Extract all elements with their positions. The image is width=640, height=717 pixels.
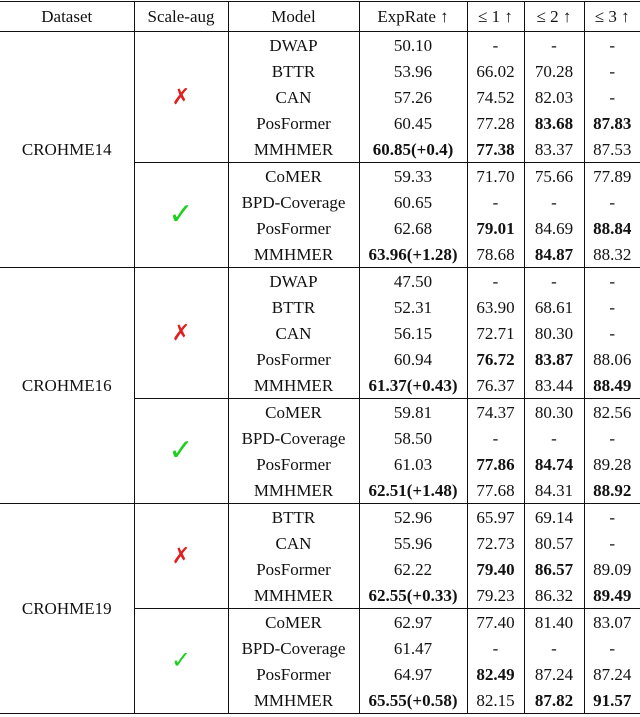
le1-cell: 77.68: [467, 477, 524, 504]
header-row: [0, 2, 640, 32]
model-cell: MMHMER: [228, 477, 359, 504]
best-value: 79.01: [476, 218, 515, 238]
exprate-cell: 55.96: [359, 530, 467, 556]
le1-cell: -: [467, 268, 524, 295]
le3-cell: 83.07: [584, 609, 640, 636]
le3-cell: -: [609, 533, 616, 553]
best-value: 79.40: [476, 559, 515, 579]
le1-cell: 79.23: [467, 582, 524, 609]
cross-icon: ✗: [134, 32, 228, 163]
best-value: 62.55(+0.33): [368, 585, 458, 605]
le3-cell: [584, 477, 640, 504]
best-value: 91.57: [593, 690, 632, 710]
model-cell: PosFormer: [228, 661, 359, 687]
le1-cell: 72.71: [467, 320, 524, 346]
le3-cell: 89.09: [593, 559, 632, 579]
header-le3: ≤ 3 ↑: [584, 2, 640, 32]
exprate-cell: [359, 582, 467, 609]
exprate-cell: 50.10: [359, 32, 467, 59]
header-scale-aug: Scale-aug: [134, 2, 228, 32]
best-value: 86.57: [534, 559, 574, 579]
model-cell: DWAP: [228, 32, 359, 59]
best-value: 65.55(+0.58): [368, 690, 458, 710]
le1-cell: 72.73: [467, 530, 524, 556]
header-exprate: ExpRate ↑: [359, 2, 467, 32]
best-value: 62.51(+1.48): [368, 480, 458, 500]
le1-cell: 74.52: [467, 84, 524, 110]
le3-cell: -: [584, 504, 640, 531]
le3-cell: [584, 687, 640, 714]
exprate-cell: 59.33: [359, 163, 467, 190]
exprate-cell: 53.96: [359, 58, 467, 84]
le1-cell: 76.37: [467, 372, 524, 399]
exprate-cell: 57.26: [359, 84, 467, 110]
exprate-cell: 47.50: [359, 268, 467, 295]
le1-cell: [467, 661, 524, 687]
le2-cell: 69.14: [524, 504, 584, 531]
le2-cell: 70.28: [524, 58, 584, 84]
model-cell: MMHMER: [228, 136, 359, 163]
le3-cell: 77.89: [584, 163, 640, 190]
le2-cell: -: [524, 32, 584, 59]
cross-icon: ✗: [134, 504, 228, 609]
le3-cell: 88.32: [593, 244, 632, 264]
model-cell: PosFormer: [228, 215, 359, 241]
le2-cell: 68.61: [524, 294, 584, 320]
exprate-cell: 60.45: [359, 110, 467, 136]
le2-cell: 84.69: [524, 215, 584, 241]
dataset-cell: CROHME14: [0, 32, 134, 268]
model-cell: MMHMER: [228, 372, 359, 399]
model-cell: MMHMER: [228, 241, 359, 268]
le1-cell: 66.02: [467, 58, 524, 84]
le2-cell: [524, 110, 584, 136]
le2-cell: 75.66: [524, 163, 584, 190]
le1-cell: 65.97: [467, 504, 524, 531]
exprate-cell: 56.15: [359, 320, 467, 346]
model-cell: CoMER: [228, 163, 359, 190]
le3-cell: [584, 215, 640, 241]
model-cell: MMHMER: [228, 687, 359, 714]
best-value: 60.85(+0.4): [372, 139, 454, 159]
best-value: 88.49: [593, 375, 632, 395]
le3-cell: [584, 582, 640, 609]
best-value: 63.96(+1.28): [368, 244, 458, 264]
le3-cell: -: [609, 297, 616, 317]
model-cell: MMHMER: [228, 582, 359, 609]
check-icon: ✓: [134, 399, 228, 504]
le3-cell: -: [609, 638, 616, 658]
exprate-cell: 58.50: [359, 425, 467, 451]
le2-cell: [524, 346, 584, 372]
le2-cell: -: [524, 425, 584, 451]
table-row: [0, 268, 640, 295]
model-cell: CoMER: [228, 609, 359, 636]
le2-cell: 83.44: [524, 372, 584, 399]
header-dataset: Dataset: [0, 2, 134, 32]
le2-cell: 87.24: [524, 661, 584, 687]
le1-cell: 78.68: [467, 241, 524, 268]
exprate-cell: 62.68: [359, 215, 467, 241]
le3-cell: 88.06: [593, 349, 632, 369]
cross-icon: ✗: [134, 268, 228, 399]
exprate-cell: 59.81: [359, 399, 467, 426]
results-table: [0, 1, 640, 714]
model-cell: BTTR: [228, 58, 359, 84]
exprate-cell: 60.65: [359, 189, 467, 215]
le1-cell: -: [467, 32, 524, 59]
exprate-cell: 61.03: [359, 451, 467, 477]
model-cell: BPD-Coverage: [228, 635, 359, 661]
le2-cell: 81.40: [524, 609, 584, 636]
check-icon: ✓: [134, 609, 228, 714]
le1-cell: [467, 136, 524, 163]
le2-cell: -: [524, 268, 584, 295]
table-body: [0, 32, 640, 714]
le2-cell: 80.30: [524, 399, 584, 426]
exprate-cell: 52.31: [359, 294, 467, 320]
le2-cell: 83.37: [524, 136, 584, 163]
le2-cell: 86.32: [524, 582, 584, 609]
le3-cell: -: [609, 428, 616, 448]
model-cell: PosFormer: [228, 346, 359, 372]
le3-cell: -: [609, 323, 616, 343]
le2-cell: -: [524, 189, 584, 215]
dataset-cell: CROHME19: [0, 504, 134, 714]
le2-cell: [524, 451, 584, 477]
best-value: 83.68: [534, 113, 574, 133]
exprate-cell: 60.94: [359, 346, 467, 372]
le2-cell: 80.57: [524, 530, 584, 556]
le1-cell: 82.15: [467, 687, 524, 714]
le3-cell: 87.53: [593, 139, 632, 159]
exprate-cell: 62.97: [359, 609, 467, 636]
le3-cell: 82.56: [584, 399, 640, 426]
exprate-cell: [359, 687, 467, 714]
le1-cell: [467, 556, 524, 582]
le3-cell: -: [609, 61, 616, 81]
best-value: 76.72: [476, 349, 515, 369]
le3-cell: [584, 372, 640, 399]
le3-cell: 89.28: [593, 454, 632, 474]
le1-cell: [467, 346, 524, 372]
le3-cell: 87.24: [593, 664, 632, 684]
model-cell: PosFormer: [228, 451, 359, 477]
le2-cell: [524, 241, 584, 268]
model-cell: BTTR: [228, 294, 359, 320]
exprate-cell: 52.96: [359, 504, 467, 531]
le3-cell: [584, 110, 640, 136]
le1-cell: 77.40: [467, 609, 524, 636]
model-cell: PosFormer: [228, 556, 359, 582]
le2-cell: 82.03: [524, 84, 584, 110]
table-row: [0, 32, 640, 59]
model-cell: CoMER: [228, 399, 359, 426]
best-value: 77.86: [476, 454, 515, 474]
le3-cell: -: [584, 32, 640, 59]
best-value: 84.74: [534, 454, 574, 474]
le1-cell: -: [467, 635, 524, 661]
le1-cell: 77.28: [467, 110, 524, 136]
le3-cell: -: [609, 192, 616, 212]
exprate-cell: 64.97: [359, 661, 467, 687]
le2-cell: 84.31: [524, 477, 584, 504]
le2-cell: 80.30: [524, 320, 584, 346]
dataset-cell: CROHME16: [0, 268, 134, 504]
model-cell: PosFormer: [228, 110, 359, 136]
exprate-cell: 61.47: [359, 635, 467, 661]
best-value: 88.92: [593, 480, 632, 500]
best-value: 77.38: [476, 139, 515, 159]
le1-cell: 71.70: [467, 163, 524, 190]
le1-cell: 74.37: [467, 399, 524, 426]
le2-cell: -: [524, 635, 584, 661]
model-cell: BPD-Coverage: [228, 189, 359, 215]
le1-cell: -: [467, 189, 524, 215]
model-cell: BTTR: [228, 504, 359, 531]
best-value: 61.37(+0.43): [368, 375, 458, 395]
header-le2: ≤ 2 ↑: [524, 2, 584, 32]
exprate-cell: [359, 241, 467, 268]
best-value: 88.84: [593, 218, 632, 238]
best-value: 82.49: [476, 664, 515, 684]
best-value: 83.87: [534, 349, 574, 369]
exprate-cell: [359, 136, 467, 163]
header-le1: ≤ 1 ↑: [467, 2, 524, 32]
model-cell: BPD-Coverage: [228, 425, 359, 451]
le3-cell: -: [609, 87, 616, 107]
best-value: 84.87: [534, 244, 574, 264]
exprate-cell: [359, 477, 467, 504]
model-cell: CAN: [228, 84, 359, 110]
model-cell: CAN: [228, 530, 359, 556]
best-value: 87.82: [534, 690, 574, 710]
le2-cell: [524, 556, 584, 582]
le2-cell: [524, 687, 584, 714]
header-model: Model: [228, 2, 359, 32]
model-cell: CAN: [228, 320, 359, 346]
check-icon: ✓: [134, 163, 228, 268]
best-value: 89.49: [593, 585, 632, 605]
le1-cell: -: [467, 425, 524, 451]
le1-cell: [467, 451, 524, 477]
le1-cell: 63.90: [467, 294, 524, 320]
table-row: [0, 504, 640, 531]
exprate-cell: [359, 372, 467, 399]
best-value: 87.83: [593, 113, 632, 133]
le3-cell: -: [584, 268, 640, 295]
model-cell: DWAP: [228, 268, 359, 295]
le1-cell: [467, 215, 524, 241]
exprate-cell: 62.22: [359, 556, 467, 582]
